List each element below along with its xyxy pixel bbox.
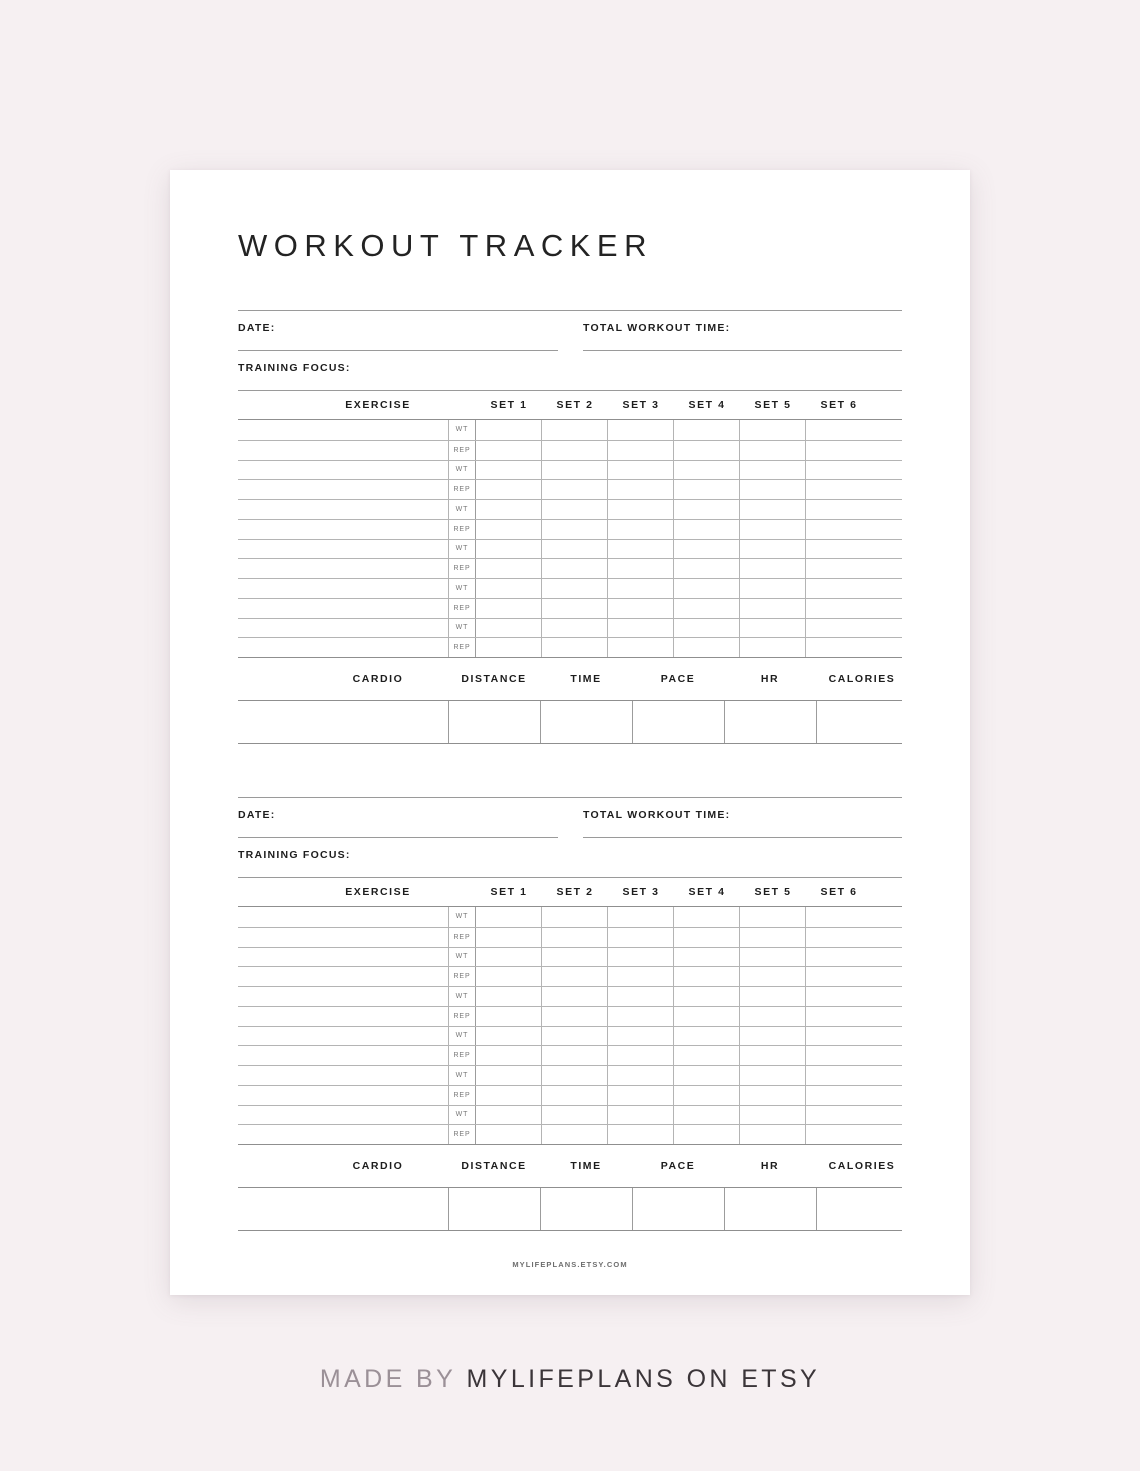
cardio-column-header-time: TIME <box>570 1160 602 1172</box>
set-cell[interactable] <box>674 619 740 638</box>
exercise-row[interactable] <box>238 1065 902 1105</box>
set-cell[interactable] <box>674 500 740 519</box>
set-cells <box>476 987 902 1006</box>
set-cell[interactable] <box>608 500 674 519</box>
reps-subrow <box>238 440 902 460</box>
set-cell[interactable] <box>608 987 674 1006</box>
set-cell[interactable] <box>740 948 806 967</box>
set-cells <box>476 907 902 927</box>
wt-label: WT <box>448 420 476 440</box>
cardio-name-input[interactable] <box>238 701 448 743</box>
set-cells <box>476 500 902 519</box>
wt-label: WT <box>448 1066 476 1085</box>
set-cell[interactable] <box>608 559 674 578</box>
set-cell[interactable] <box>674 987 740 1006</box>
set-cell[interactable] <box>674 638 740 657</box>
set-cell[interactable] <box>476 500 542 519</box>
set-cell[interactable] <box>542 559 608 578</box>
rep-label: REP <box>448 1046 476 1065</box>
set-cell[interactable] <box>608 619 674 638</box>
set-cell[interactable] <box>476 1066 542 1085</box>
cardio-column-header-distance: DISTANCE <box>461 673 527 685</box>
rep-label: REP <box>448 599 476 618</box>
rep-label: REP <box>448 638 476 657</box>
set-cell[interactable] <box>542 500 608 519</box>
set-cell[interactable] <box>608 967 674 986</box>
reps-subrow <box>238 927 902 947</box>
set-cell[interactable] <box>674 540 740 559</box>
set-cell[interactable] <box>740 520 806 539</box>
set-cell[interactable] <box>608 1066 674 1085</box>
exercise-row[interactable] <box>238 1105 902 1145</box>
set-cell[interactable] <box>608 420 674 440</box>
set-cell[interactable] <box>806 520 872 539</box>
set-cell[interactable] <box>806 599 872 618</box>
total-workout-time-label: TOTAL WORKOUT TIME: <box>583 322 731 334</box>
set-cell[interactable] <box>740 1086 806 1105</box>
set-cell[interactable] <box>740 907 806 927</box>
rep-label: REP <box>448 441 476 460</box>
set-cell[interactable] <box>806 1007 872 1026</box>
set-cell[interactable] <box>542 1007 608 1026</box>
set-cell[interactable] <box>740 420 806 440</box>
set-cell[interactable] <box>476 619 542 638</box>
cardio-cells <box>448 701 908 743</box>
rep-label: REP <box>448 1125 476 1144</box>
set-cell[interactable] <box>608 1007 674 1026</box>
weight-subrow <box>238 1105 902 1125</box>
set-cell[interactable] <box>542 1125 608 1144</box>
exercise-table-header <box>238 878 902 906</box>
caption-prefix: MADE BY <box>319 1365 457 1393</box>
cardio-column-header: CARDIO <box>352 673 404 685</box>
page-footer-url: MYLIFEPLANS.ETSY.COM <box>512 1260 628 1269</box>
exercise-row[interactable] <box>238 578 902 618</box>
caption-brand: MYLIFEPLANS ON ETSY <box>466 1365 821 1393</box>
set-cells <box>476 619 902 638</box>
set-cell[interactable] <box>542 579 608 598</box>
set-cells <box>476 928 902 947</box>
cardio-cell-calories[interactable] <box>816 1188 908 1230</box>
set-cell[interactable] <box>806 928 872 947</box>
weight-subrow <box>238 618 902 638</box>
reps-subrow <box>238 598 902 618</box>
rep-label: REP <box>448 1086 476 1105</box>
set-cell[interactable] <box>806 1066 872 1085</box>
reps-subrow <box>238 558 902 578</box>
set-cells <box>476 480 902 499</box>
cardio-cell-time[interactable] <box>540 701 632 743</box>
set-cell[interactable] <box>806 1027 872 1046</box>
exercise-row[interactable] <box>238 460 902 500</box>
set-column-header-2: SET 2 <box>556 399 594 411</box>
rep-label: REP <box>448 520 476 539</box>
set-cell[interactable] <box>542 619 608 638</box>
set-cell[interactable] <box>674 480 740 499</box>
set-cell[interactable] <box>674 1106 740 1125</box>
set-cell[interactable] <box>542 1106 608 1125</box>
set-cells <box>476 599 902 618</box>
weight-subrow <box>238 539 902 559</box>
set-cells <box>476 461 902 480</box>
set-cell[interactable] <box>806 987 872 1006</box>
set-cells <box>476 967 902 986</box>
set-cell[interactable] <box>740 928 806 947</box>
set-cell[interactable] <box>806 1106 872 1125</box>
total-workout-time-label: TOTAL WORKOUT TIME: <box>583 809 731 821</box>
set-cell[interactable] <box>542 967 608 986</box>
set-cell[interactable] <box>608 1125 674 1144</box>
cardio-table-header <box>238 658 902 700</box>
set-cell[interactable] <box>740 1027 806 1046</box>
reps-subrow <box>238 637 902 657</box>
set-column-header-3: SET 3 <box>622 886 660 898</box>
set-cell[interactable] <box>806 907 872 927</box>
set-cell[interactable] <box>806 500 872 519</box>
set-cell[interactable] <box>476 1007 542 1026</box>
training-focus-label: TRAINING FOCUS: <box>238 362 351 374</box>
set-column-header-2: SET 2 <box>556 886 594 898</box>
set-cell[interactable] <box>740 987 806 1006</box>
wt-label: WT <box>448 500 476 519</box>
header-fields-row <box>238 798 902 838</box>
cardio-column-header: CARDIO <box>352 1160 404 1172</box>
set-cell[interactable] <box>740 638 806 657</box>
set-column-header-5: SET 5 <box>754 399 792 411</box>
cardio-cell-pace[interactable] <box>632 1188 724 1230</box>
set-cell[interactable] <box>476 907 542 927</box>
set-cell[interactable] <box>740 579 806 598</box>
set-cell[interactable] <box>476 1046 542 1065</box>
set-cell[interactable] <box>674 1125 740 1144</box>
set-cell[interactable] <box>608 599 674 618</box>
set-cells <box>476 579 902 598</box>
set-column-header-6: SET 6 <box>820 399 858 411</box>
set-cell[interactable] <box>608 907 674 927</box>
weight-subrow <box>238 1026 902 1046</box>
wt-label: WT <box>448 987 476 1006</box>
reps-subrow <box>238 1124 902 1144</box>
cardio-column-header-hr: HR <box>760 673 780 685</box>
set-cell[interactable] <box>740 1007 806 1026</box>
set-cell[interactable] <box>476 540 542 559</box>
set-cell[interactable] <box>740 500 806 519</box>
set-cell[interactable] <box>542 420 608 440</box>
exercise-column-header: EXERCISE <box>345 399 411 411</box>
set-column-header-3: SET 3 <box>622 399 660 411</box>
set-cell[interactable] <box>674 599 740 618</box>
cardio-cell-distance[interactable] <box>448 701 540 743</box>
set-column-header-4: SET 4 <box>688 886 726 898</box>
set-cell[interactable] <box>542 1027 608 1046</box>
set-cell[interactable] <box>608 1106 674 1125</box>
set-column-header-1: SET 1 <box>490 886 528 898</box>
cardio-cells <box>448 1188 908 1230</box>
cardio-name-input[interactable] <box>238 1188 448 1230</box>
set-cell[interactable] <box>476 579 542 598</box>
set-cell[interactable] <box>740 1066 806 1085</box>
set-cell[interactable] <box>542 540 608 559</box>
workout-section-2 <box>238 797 902 1231</box>
set-cell[interactable] <box>740 540 806 559</box>
training-focus-label: TRAINING FOCUS: <box>238 849 351 861</box>
set-cell[interactable] <box>740 1046 806 1065</box>
wt-label: WT <box>448 579 476 598</box>
set-cell[interactable] <box>740 967 806 986</box>
cardio-cell-distance[interactable] <box>448 1188 540 1230</box>
set-cell[interactable] <box>806 1046 872 1065</box>
set-cell[interactable] <box>608 1086 674 1105</box>
set-cell[interactable] <box>476 967 542 986</box>
set-cell[interactable] <box>542 987 608 1006</box>
set-cells <box>476 520 902 539</box>
set-cell[interactable] <box>542 907 608 927</box>
cardio-column-header-pace: PACE <box>660 1160 696 1172</box>
exercise-column-header: EXERCISE <box>345 886 411 898</box>
wt-label: WT <box>448 948 476 967</box>
reps-subrow <box>238 519 902 539</box>
set-cell[interactable] <box>542 638 608 657</box>
wt-label: WT <box>448 619 476 638</box>
set-cells <box>476 1066 902 1085</box>
exercise-grid <box>238 419 902 658</box>
exercise-row[interactable] <box>238 1026 902 1066</box>
made-by-caption <box>0 1365 1140 1394</box>
set-cell[interactable] <box>674 907 740 927</box>
cardio-cell-hr[interactable] <box>724 701 816 743</box>
set-cell[interactable] <box>674 559 740 578</box>
set-column-header-6: SET 6 <box>820 886 858 898</box>
exercise-row[interactable] <box>238 907 902 947</box>
workout-section-1 <box>238 310 902 744</box>
set-cell[interactable] <box>476 1125 542 1144</box>
set-cell[interactable] <box>608 948 674 967</box>
reps-subrow <box>238 966 902 986</box>
exercise-row[interactable] <box>238 986 902 1026</box>
set-cell[interactable] <box>806 441 872 460</box>
set-cell[interactable] <box>608 480 674 499</box>
set-cells <box>476 1046 902 1065</box>
reps-subrow <box>238 1085 902 1105</box>
exercise-row[interactable] <box>238 420 902 460</box>
cardio-column-header-hr: HR <box>760 1160 780 1172</box>
set-cell[interactable] <box>608 928 674 947</box>
set-cell[interactable] <box>476 480 542 499</box>
set-cells <box>476 1086 902 1105</box>
set-cell[interactable] <box>476 461 542 480</box>
exercise-row[interactable] <box>238 499 902 539</box>
set-cell[interactable] <box>608 638 674 657</box>
rep-label: REP <box>448 1007 476 1026</box>
set-cell[interactable] <box>806 540 872 559</box>
set-cells <box>476 948 902 967</box>
set-cell[interactable] <box>476 987 542 1006</box>
weight-subrow <box>238 947 902 967</box>
set-cell[interactable] <box>476 599 542 618</box>
weight-subrow <box>238 578 902 598</box>
exercise-table-header <box>238 391 902 419</box>
set-column-header-4: SET 4 <box>688 399 726 411</box>
set-cell[interactable] <box>476 520 542 539</box>
set-cell[interactable] <box>806 461 872 480</box>
set-cells <box>476 441 902 460</box>
set-cell[interactable] <box>542 1086 608 1105</box>
set-cell[interactable] <box>740 619 806 638</box>
cardio-grid <box>238 700 902 744</box>
set-cell[interactable] <box>476 928 542 947</box>
cardio-table-header <box>238 1145 902 1187</box>
set-cell[interactable] <box>608 461 674 480</box>
wt-label: WT <box>448 907 476 927</box>
set-cell[interactable] <box>740 599 806 618</box>
cardio-column-header-calories: CALORIES <box>828 673 896 685</box>
set-cell[interactable] <box>806 480 872 499</box>
set-cell[interactable] <box>674 1066 740 1085</box>
weight-subrow <box>238 986 902 1006</box>
cardio-cell-time[interactable] <box>540 1188 632 1230</box>
cardio-cell-calories[interactable] <box>816 701 908 743</box>
set-cell[interactable] <box>806 1125 872 1144</box>
set-cell[interactable] <box>740 559 806 578</box>
date-label: DATE: <box>238 322 276 334</box>
wt-label: WT <box>448 540 476 559</box>
set-cell[interactable] <box>476 638 542 657</box>
set-cell[interactable] <box>674 967 740 986</box>
set-cell[interactable] <box>674 948 740 967</box>
set-cells <box>476 540 902 559</box>
set-cell[interactable] <box>542 480 608 499</box>
set-cell[interactable] <box>542 948 608 967</box>
weight-subrow <box>238 499 902 519</box>
set-cell[interactable] <box>806 559 872 578</box>
set-column-header-1: SET 1 <box>490 399 528 411</box>
set-cell[interactable] <box>476 420 542 440</box>
set-cell[interactable] <box>740 1125 806 1144</box>
set-cell[interactable] <box>740 441 806 460</box>
set-column-header-5: SET 5 <box>754 886 792 898</box>
set-cell[interactable] <box>674 520 740 539</box>
set-cell[interactable] <box>740 461 806 480</box>
set-cell[interactable] <box>608 540 674 559</box>
training-focus-field[interactable] <box>238 838 902 878</box>
rep-label: REP <box>448 928 476 947</box>
weight-subrow <box>238 907 902 927</box>
set-cell[interactable] <box>806 579 872 598</box>
set-cell[interactable] <box>674 441 740 460</box>
cardio-column-header-distance: DISTANCE <box>461 1160 527 1172</box>
reps-subrow <box>238 479 902 499</box>
set-cell[interactable] <box>806 638 872 657</box>
set-cell[interactable] <box>608 1027 674 1046</box>
exercise-row[interactable] <box>238 539 902 579</box>
set-cell[interactable] <box>542 461 608 480</box>
set-cell[interactable] <box>806 1086 872 1105</box>
printable-page <box>170 170 970 1295</box>
cardio-grid <box>238 1187 902 1231</box>
set-cell[interactable] <box>608 1046 674 1065</box>
weight-subrow <box>238 460 902 480</box>
set-cell[interactable] <box>674 1086 740 1105</box>
set-cell[interactable] <box>542 520 608 539</box>
rep-label: REP <box>448 559 476 578</box>
set-cell[interactable] <box>542 441 608 460</box>
set-cell[interactable] <box>740 1106 806 1125</box>
set-cell[interactable] <box>608 441 674 460</box>
cardio-cell-pace[interactable] <box>632 701 724 743</box>
set-cell[interactable] <box>806 420 872 440</box>
rep-label: REP <box>448 480 476 499</box>
set-cells <box>476 1125 902 1144</box>
set-cell[interactable] <box>740 480 806 499</box>
set-cell[interactable] <box>674 1027 740 1046</box>
cardio-column-header-pace: PACE <box>660 673 696 685</box>
set-cell[interactable] <box>476 559 542 578</box>
set-cell[interactable] <box>806 967 872 986</box>
exercise-row[interactable] <box>238 947 902 987</box>
wt-label: WT <box>448 1106 476 1125</box>
set-cell[interactable] <box>674 928 740 947</box>
set-cells <box>476 1027 902 1046</box>
cardio-cell-hr[interactable] <box>724 1188 816 1230</box>
set-cell[interactable] <box>674 579 740 598</box>
set-cells <box>476 1106 902 1125</box>
cardio-column-header-time: TIME <box>570 673 602 685</box>
reps-subrow <box>238 1045 902 1065</box>
set-cell[interactable] <box>608 579 674 598</box>
wt-label: WT <box>448 461 476 480</box>
wt-label: WT <box>448 1027 476 1046</box>
set-cell[interactable] <box>806 948 872 967</box>
set-cells <box>476 1007 902 1026</box>
set-cell[interactable] <box>476 1106 542 1125</box>
date-label: DATE: <box>238 809 276 821</box>
set-cell[interactable] <box>476 441 542 460</box>
exercise-row[interactable] <box>238 618 902 658</box>
set-cell[interactable] <box>674 420 740 440</box>
set-cell[interactable] <box>674 1007 740 1026</box>
set-cell[interactable] <box>542 599 608 618</box>
reps-subrow <box>238 1006 902 1026</box>
set-cells <box>476 559 902 578</box>
set-cell[interactable] <box>674 1046 740 1065</box>
weight-subrow <box>238 1065 902 1085</box>
header-fields-row <box>238 311 902 351</box>
set-cells <box>476 420 902 440</box>
set-cell[interactable] <box>476 1027 542 1046</box>
set-cells <box>476 638 902 657</box>
set-cell[interactable] <box>806 619 872 638</box>
set-cell[interactable] <box>542 928 608 947</box>
set-cell[interactable] <box>674 461 740 480</box>
set-cell[interactable] <box>476 948 542 967</box>
rep-label: REP <box>448 967 476 986</box>
weight-subrow <box>238 420 902 440</box>
set-cell[interactable] <box>542 1066 608 1085</box>
set-cell[interactable] <box>542 1046 608 1065</box>
set-cell[interactable] <box>608 520 674 539</box>
cardio-column-header-calories: CALORIES <box>828 1160 896 1172</box>
exercise-grid <box>238 906 902 1145</box>
page-title: WORKOUT TRACKER <box>238 228 653 263</box>
set-cell[interactable] <box>476 1086 542 1105</box>
training-focus-field[interactable] <box>238 351 902 391</box>
